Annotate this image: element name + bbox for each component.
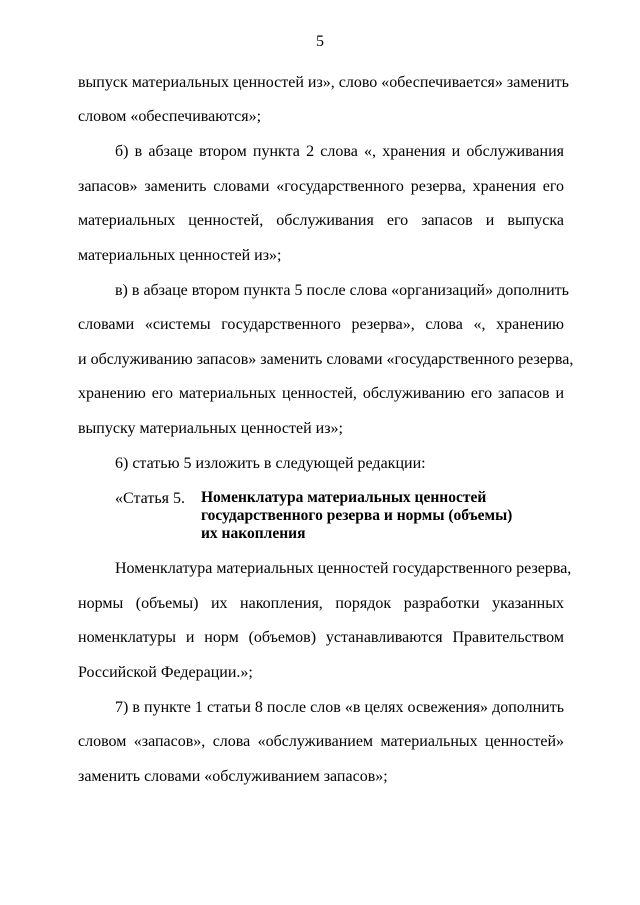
paragraph-line: выпуску материальных ценностей из»; — [78, 420, 343, 437]
paragraph-line: хранению его материальных ценностей, обслуживанию его запасов и — [78, 385, 564, 402]
article-title-line: Номенклатура материальных ценностей — [201, 489, 487, 506]
article-title — [201, 489, 541, 543]
page-number: 5 — [316, 33, 324, 50]
paragraph-line: словами «системы государственного резерва», слова «, хранению — [78, 316, 564, 333]
paragraph-line: в) в абзаце втором пункта 5 после слова «организаций» дополнить — [115, 282, 569, 299]
article-title-line: их накопления — [201, 525, 306, 542]
paragraph-line: номенклатуры и норм (объемов) устанавливаются Правительством — [78, 629, 564, 646]
paragraph-line: материальных ценностей, обслуживания его запасов и выпуска — [78, 212, 564, 229]
paragraph-line: нормы (объемы) их накопления, порядок разработки указанных — [78, 595, 564, 612]
article-title-line: государственного резерва и нормы (объемы) — [201, 507, 513, 524]
paragraph-line: 6) статью 5 изложить в следующей редакции: — [115, 455, 426, 472]
paragraph-line: выпуск материальных ценностей из», слово «обеспечивается» заменить — [78, 74, 569, 91]
paragraph-line: словом «запасов», слова «обслуживанием материальных ценностей» — [78, 733, 564, 750]
paragraph-line: словом «обеспечиваются»; — [78, 108, 262, 125]
paragraph-line: 7) в пункте 1 статьи 8 после слов «в целях освежения» дополнить — [115, 699, 564, 716]
paragraph-line: материальных ценностей из»; — [78, 247, 282, 264]
paragraph-line: Российской Федерации.»; — [78, 664, 253, 681]
paragraph-line: заменить словами «обслуживанием запасов»; — [78, 768, 388, 785]
paragraph-line: запасов» заменить словами «государственного резерва, хранения его — [78, 178, 564, 195]
article-prefix: «Статья 5. — [115, 490, 185, 507]
paragraph-line: Номенклатура материальных ценностей государственного резерва, — [115, 560, 572, 577]
paragraph-line: и обслуживанию запасов» заменить словами «государственного резерва, — [78, 351, 574, 368]
paragraph-line: б) в абзаце втором пункта 2 слова «, хранения и обслуживания — [115, 143, 564, 160]
